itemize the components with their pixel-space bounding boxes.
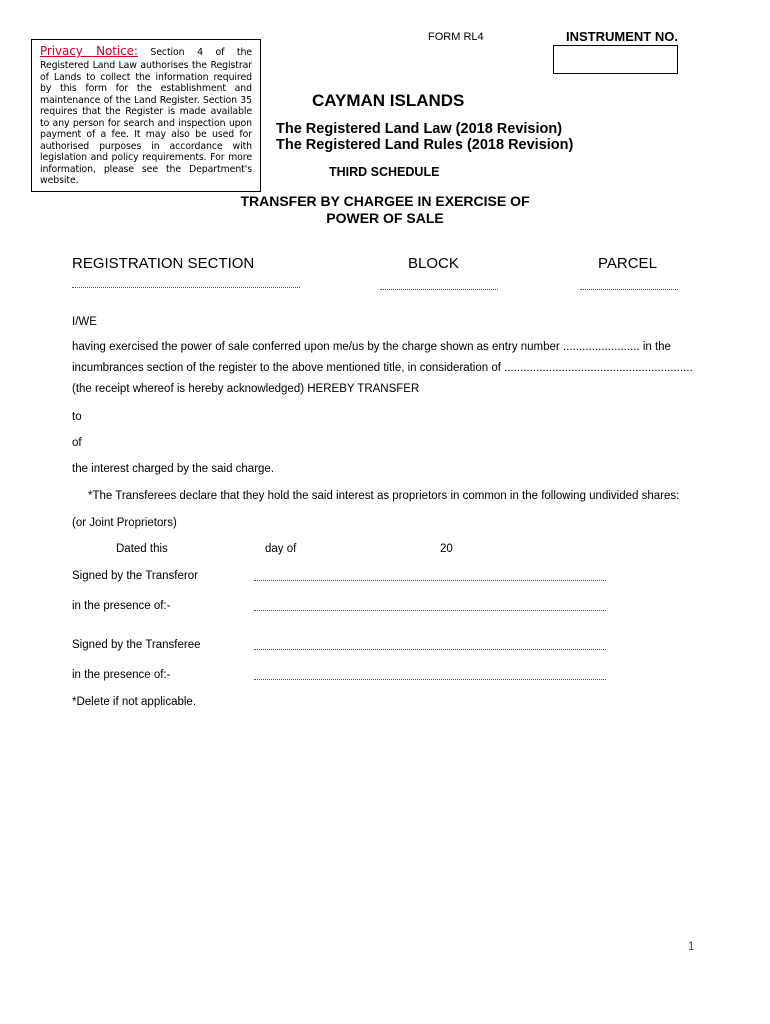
witness-signature-line-1[interactable]: [254, 610, 606, 611]
witness-signature-line-2[interactable]: [254, 679, 606, 680]
joint-proprietors-text: (or Joint Proprietors): [72, 517, 177, 529]
delete-note: *Delete if not applicable.: [72, 696, 197, 708]
registration-section-label: REGISTRATION SECTION: [72, 255, 255, 272]
rules-title: The Registered Land Rules (2018 Revision): [276, 137, 574, 153]
form-title-line1: TRANSFER BY CHARGEE IN EXERCISE OF: [240, 193, 530, 209]
block-label: BLOCK: [408, 255, 459, 272]
transferees-declaration: *The Transferees declare that they hold the said interest as proprietors in common in the following undivided shares:: [88, 490, 680, 502]
page-number: 1: [688, 941, 695, 953]
interest-text: the interest charged by the said charge.: [72, 463, 275, 475]
privacy-notice-title: Privacy Notice:: [40, 44, 138, 58]
dated-label: Dated this: [116, 543, 168, 555]
instrument-no-field[interactable]: [553, 45, 678, 74]
instrument-no-label: INSTRUMENT NO.: [566, 29, 678, 44]
form-title-line2: POWER OF SALE: [326, 210, 444, 226]
form-number: FORM RL4: [428, 31, 484, 43]
parcel-label: PARCEL: [598, 255, 657, 272]
to-label: to: [72, 411, 82, 423]
registration-section-field[interactable]: [72, 287, 300, 288]
transferee-signature-line[interactable]: [254, 649, 606, 650]
transfer-text-line3: (the receipt whereof is hereby acknowledged) HEREBY TRANSFER: [72, 383, 420, 395]
of-label: of: [72, 437, 82, 449]
iwe-label: I/WE: [72, 316, 97, 328]
parcel-field[interactable]: [580, 289, 678, 290]
transferor-signature-line[interactable]: [254, 580, 606, 581]
transfer-text-line2: incumbrances section of the register to the above mentioned title, in consideration of ...........................................................: [72, 362, 693, 374]
signed-transferor-label: Signed by the Transferor: [72, 570, 198, 582]
law-title: The Registered Land Law (2018 Revision): [276, 121, 563, 137]
schedule-label: THIRD SCHEDULE: [329, 165, 440, 179]
privacy-notice-box: [31, 39, 261, 192]
country-heading: CAYMAN ISLANDS: [312, 91, 465, 110]
block-field[interactable]: [380, 289, 498, 290]
day-of-label: day of: [265, 543, 297, 555]
presence-label-1: in the presence of:-: [72, 600, 171, 612]
privacy-notice-text: Section 4 of the Registered Land Law authorises the Registrar of Lands to collect the information required by this form for the establishment and maintenance of the Land Register. Section 35 requires that the Register is made available to any person for search and inspection upon payment of a fee. It may also be used for authorised purposes in accordance with legislation and policy requirements. For more information, please see the Department's website.: [40, 47, 252, 186]
signed-transferee-label: Signed by the Transferee: [72, 639, 201, 651]
year-label: 20: [440, 543, 453, 555]
transfer-text-line1: having exercised the power of sale conferred upon me/us by the charge shown as entry number ........................ in the: [72, 341, 671, 353]
presence-label-2: in the presence of:-: [72, 669, 171, 681]
